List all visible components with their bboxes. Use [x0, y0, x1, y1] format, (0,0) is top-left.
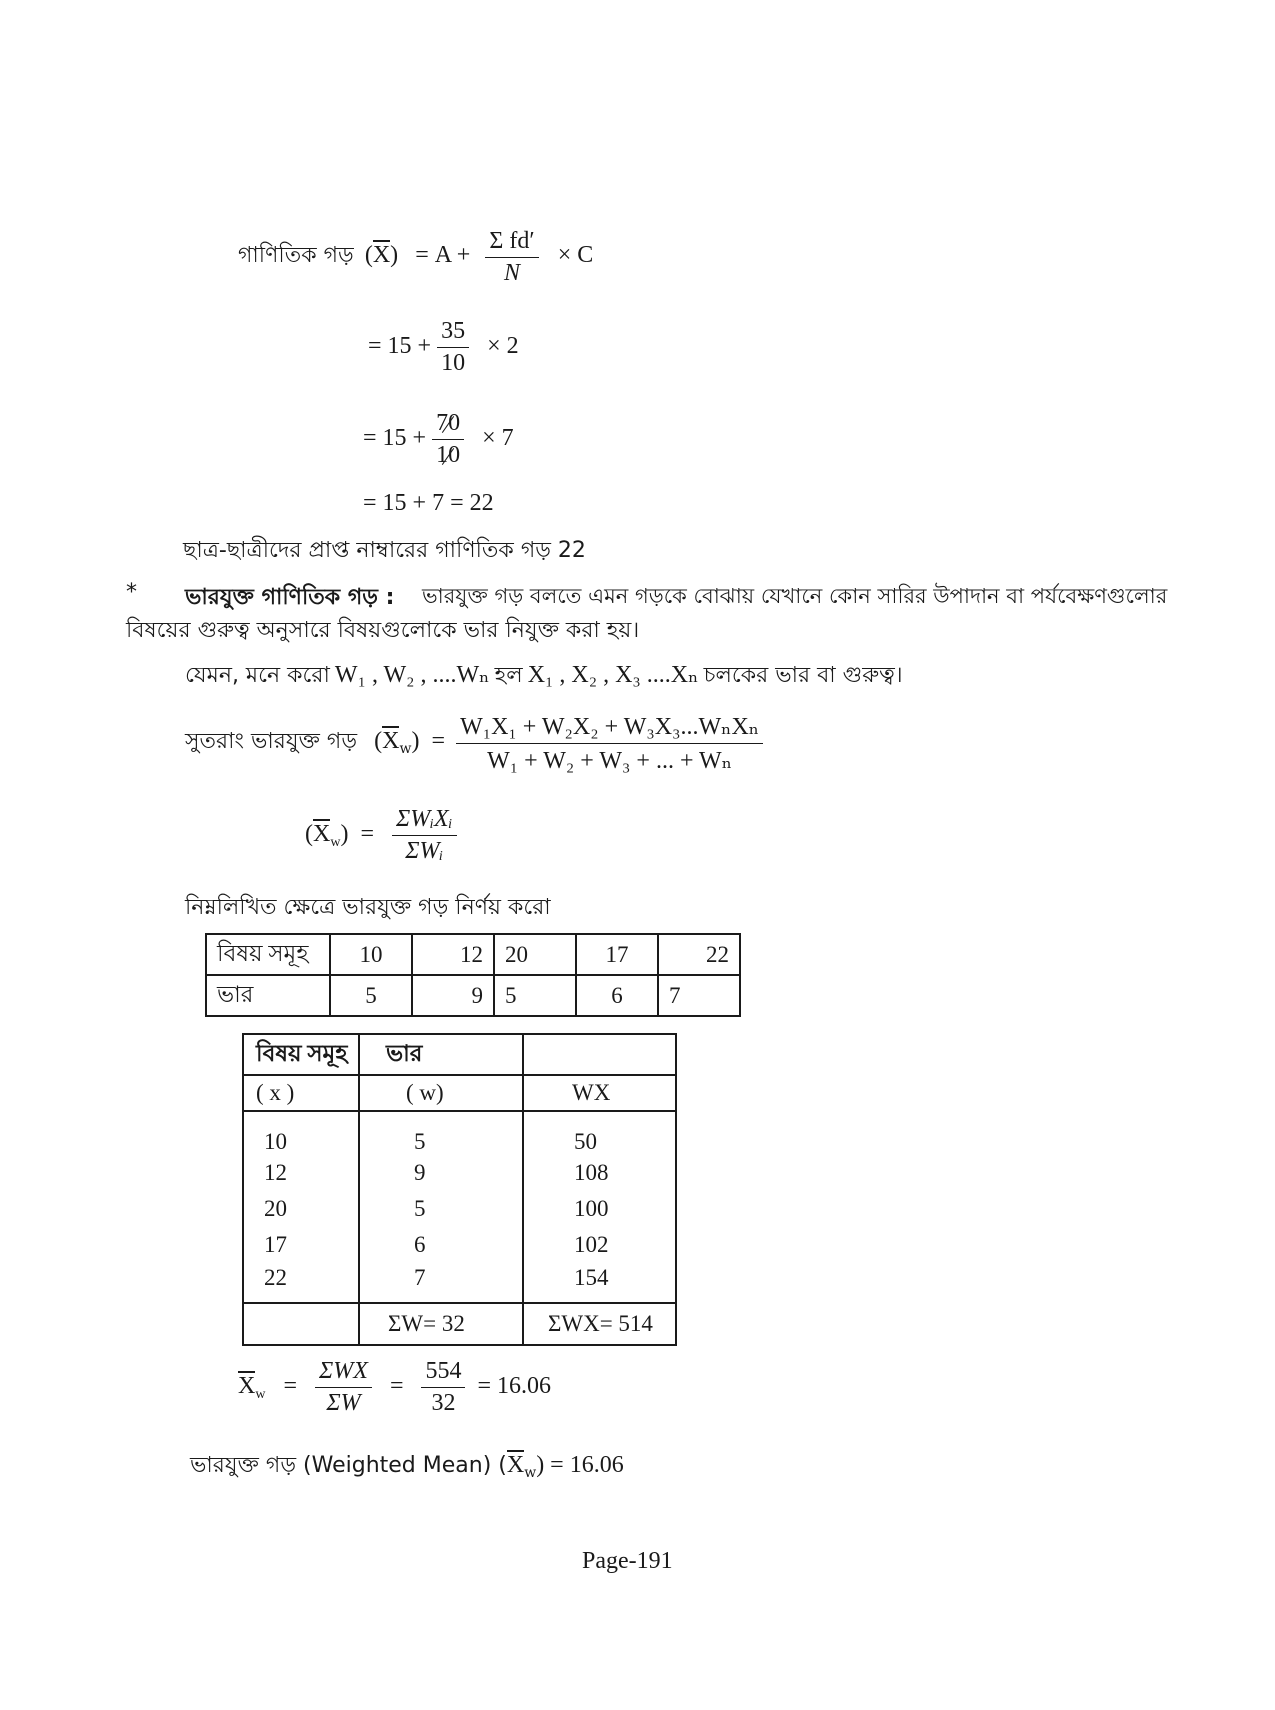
x-bar: X [372, 242, 391, 268]
table-footer-row [243, 1303, 676, 1345]
page-number: Page-191 [582, 1548, 673, 1574]
step-1: = 15 + $\frac{35}{10}$ × 2 [368, 318, 519, 376]
section-heading: ভারযুক্ত গাণিতিক গড় : [185, 585, 395, 610]
definition-line-2: বিষয়ের গুরুত্ব অনুসারে বিষয়গুলোকে ভার নিযুক্ত করা হয়। [126, 618, 640, 643]
problem-statement: নিম্নলিখিত ক্ষেত্রে ভারযুক্ত গড় নির্ণয় করো [185, 895, 551, 920]
formula-fraction: $\frac{\text{Σ fd′}}{N}$ [485, 228, 538, 287]
weighted-formula: সুতরাং ভারযুক্ত গড় (Xw) = $\frac{\text{W₁X₁ + W₂X₂ + W₃X₃...WₙXₙ}}{\text{W₁ + W₂ + W₃ + ... + Wₙ}}$ [185, 712, 763, 775]
table-row: ভার 5 9 5 6 7 [206, 975, 740, 1016]
definition-line-1: ভারযুক্ত গড় বলতে এমন গড়কে বোঝায় যেখানে কোন সারির উপাদান বা পর্যবেক্ষণগুলোর [422, 584, 1168, 608]
table-subheader-row: ( x ) ( w) WX [243, 1075, 676, 1111]
sum-w: ΣW= 32 [359, 1303, 523, 1345]
final-calculation: $X_w$ = $\frac{\text{ΣWX}}{\Sigma W}$ = $\frac{554}{32}$ = 16.06 [238, 1358, 552, 1416]
sum-wx: ΣWX= 514 [523, 1303, 676, 1345]
calculation-table [242, 1033, 677, 1346]
table-row: 17 6 102 [243, 1227, 676, 1263]
formula-rhs-prefix: = A + [415, 242, 471, 268]
table-row: বিষয় সমূহ 10 12 20 17 22 [206, 934, 740, 975]
table-row: 10 5 50 [243, 1111, 676, 1155]
data-table [205, 933, 741, 1017]
arithmetic-mean-formula: গাণিতিক গড় (X) = A + $\frac{\text{Σ fd′}}{N}$ × C [238, 228, 594, 286]
result-line: ছাত্র-ছাত্রীদের প্রাপ্ত নাম্বারের গাণিতিক গড় 22 [183, 538, 586, 563]
formula-label: গাণিতিক গড় [238, 243, 354, 268]
weighted-formula-sigma: $(X_w)$ = $\frac{\text{ΣWᵢXᵢ}}{\text{ΣWᵢ}}$ [305, 806, 457, 865]
table-row: 22 7 154 [243, 1263, 676, 1303]
section-bullet: * [126, 580, 137, 605]
table-header-row: বিষয় সমূহ ভার [243, 1034, 676, 1075]
step-3: = 15 + 7 = 22 [363, 490, 494, 516]
cancelled-numerator: 70 [436, 410, 461, 436]
cancelled-denominator: 10 [436, 442, 461, 468]
step-2: = 15 + $\frac{70}{10}$ × 7 [363, 410, 514, 468]
formula-times-c: × C [557, 242, 594, 268]
table-row: 20 5 100 [243, 1191, 676, 1227]
final-line: ভারযুক্ত গড় (Weighted Mean) (Xw) = 16.06 [190, 1452, 624, 1481]
example-line: যেমন, মনে করো W₁ , W₂ , ....Wₙ হল X₁ , X₂ , X₃ ....Xₙ চলকের ভার বা গুরুত্ব। [185, 662, 903, 688]
table-row: 12 9 108 [243, 1155, 676, 1191]
